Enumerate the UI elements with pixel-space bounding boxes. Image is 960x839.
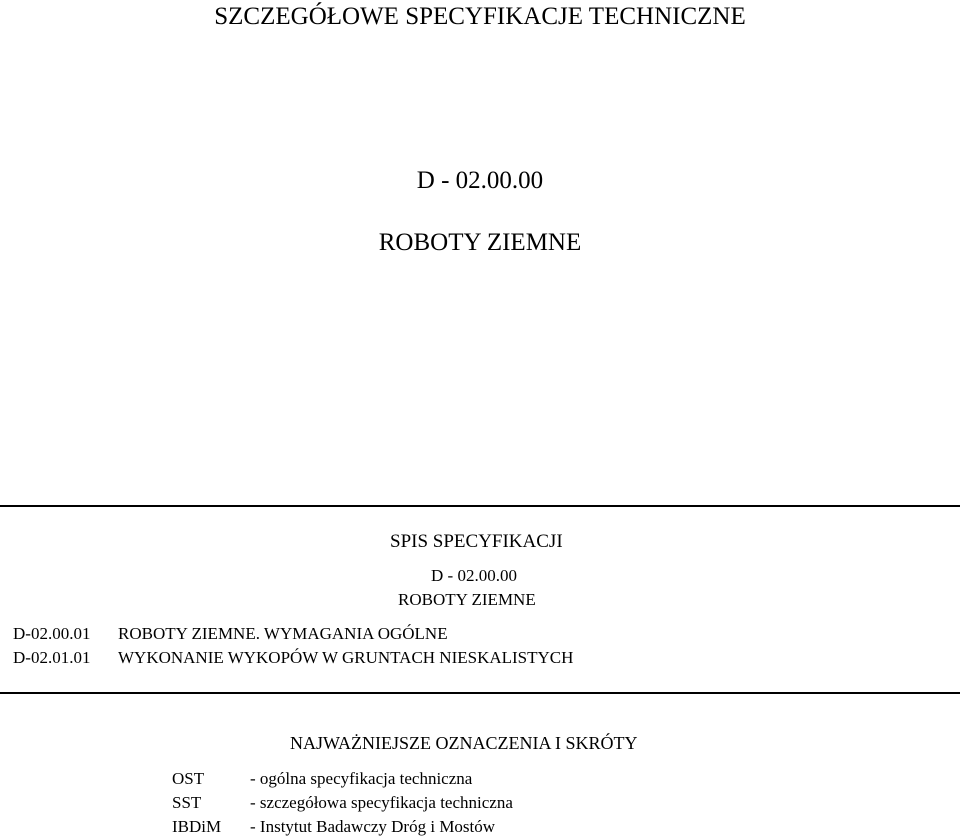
abbreviation-term: SST [172,793,202,812]
abbreviation-definition: - szczegółowa specyfikacja techniczna [250,793,513,812]
abbreviation-definition: - ogólna specyfikacja techniczna [250,769,473,788]
toc-item-code: D-02.00.01 [13,624,91,643]
toc-item [13,624,448,644]
document-name: ROBOTY ZIEMNE [378,229,582,256]
abbreviation-term: IBDiM [172,817,222,836]
toc-item-title: WYKONANIE WYKOPÓW W GRUNTACH NIESKALISTYCH [118,648,574,667]
toc-section-name: ROBOTY ZIEMNE [398,590,536,609]
toc-item [13,648,573,668]
abbreviations-heading: NAJWAŻNIEJSZE OZNACZENIA I SKRÓTY [290,733,638,753]
main-title: SZCZEGÓŁOWE SPECYFIKACJE TECHNICZNE [214,3,746,30]
document-code: D - 02.00.00 [416,167,544,194]
abbreviation-term: OST [172,769,205,788]
toc-item-code: D-02.01.01 [13,648,91,667]
abbreviation-definition: - Instytut Badawczy Dróg i Mostów [250,817,496,836]
top-divider [0,505,960,507]
toc-section-code: D - 02.00.00 [431,566,517,585]
toc-heading: SPIS SPECYFIKACJI [390,531,563,552]
bottom-divider [0,692,960,694]
toc-item-title: ROBOTY ZIEMNE. WYMAGANIA OGÓLNE [118,624,448,643]
